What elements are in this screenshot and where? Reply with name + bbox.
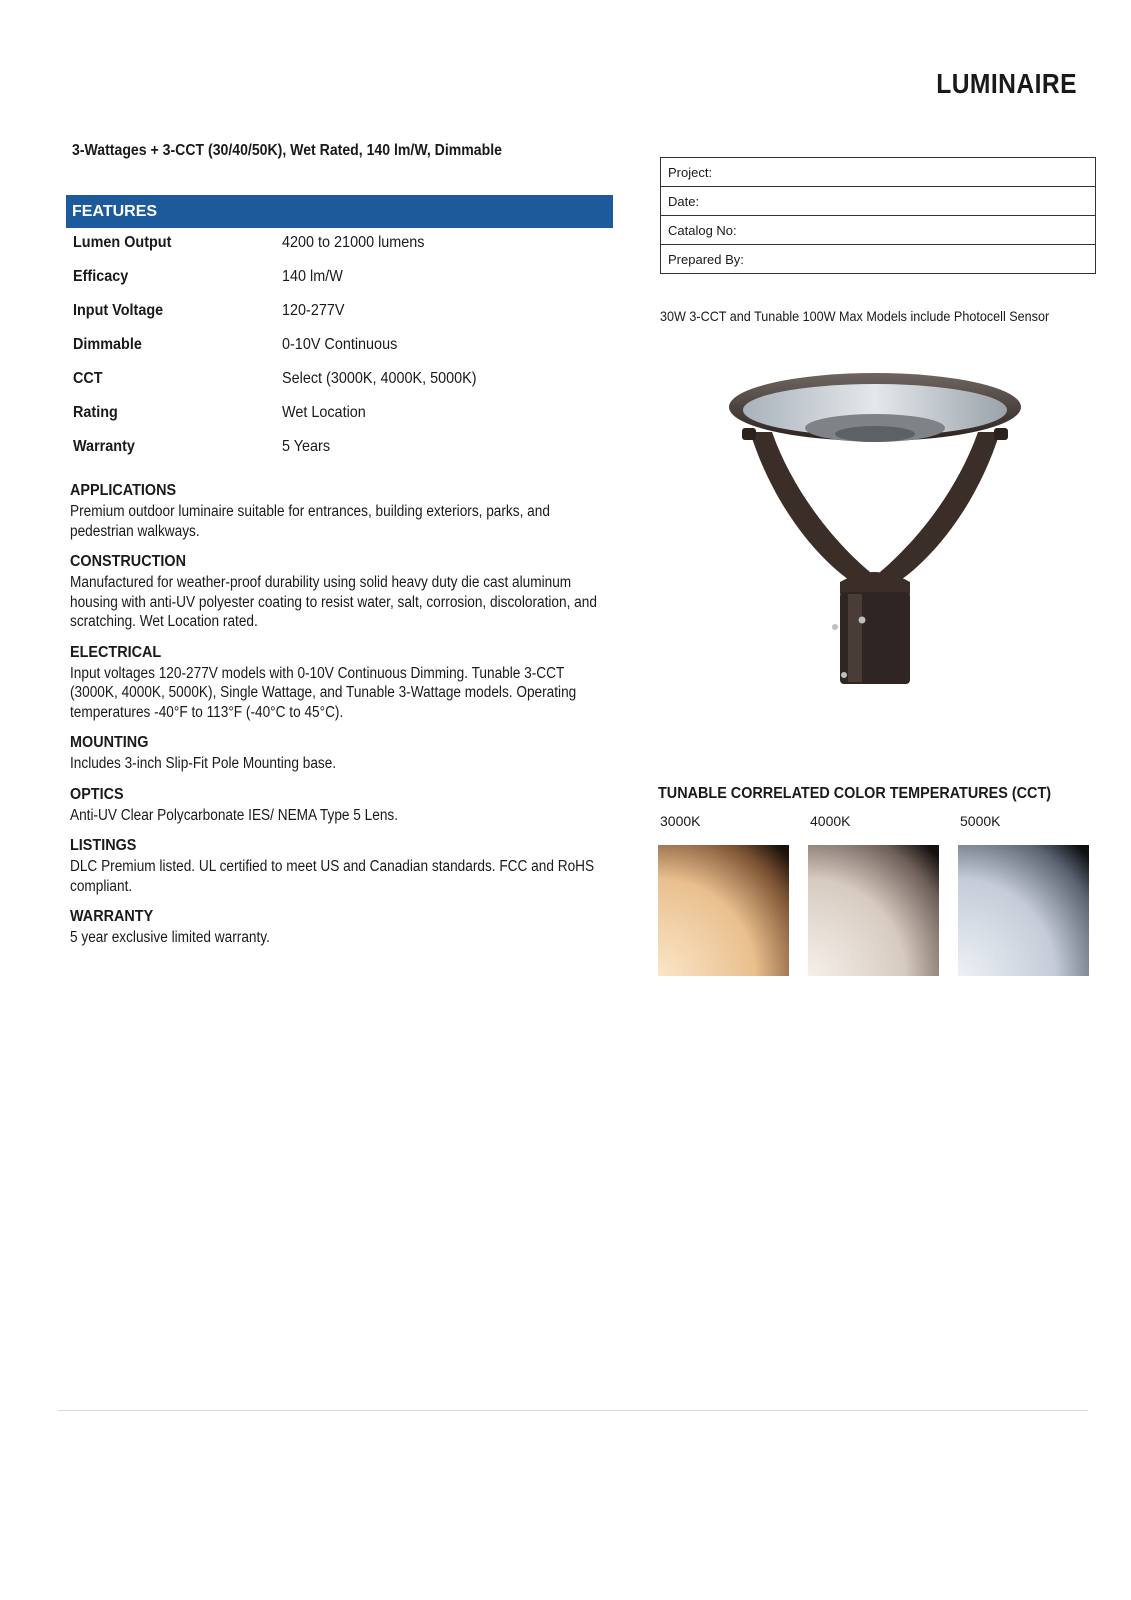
footer-divider [58,1410,1088,1411]
section-text: DLC Premium listed. UL certified to meet US and Canadian standards. FCC and RoHS compliant. [70,858,595,895]
section-text: 5 year exclusive limited warranty. [70,929,270,946]
section-heading: CONSTRUCTION [70,553,187,570]
feature-value: Select (3000K, 4000K, 5000K) [282,370,477,387]
feature-row-dimmable [66,330,613,364]
cct-label-4000k: 4000K [810,813,851,829]
section-optics [70,786,630,826]
section-mounting [70,734,630,774]
feature-row-efficacy [66,262,613,296]
photocell-note: 30W 3-CCT and Tunable 100W Max Models include Photocell Sensor [660,308,1050,324]
features-table [66,195,613,466]
section-text: Includes 3-inch Slip-Fit Pole Mounting base. [70,755,337,772]
feature-row-lumen-output [66,228,613,262]
cct-swatch-4000k [808,845,939,976]
project-info-box [660,157,1096,274]
feature-value: 120-277V [282,302,345,319]
cct-swatch-3000k [658,845,789,976]
feature-value: 0-10V Continuous [282,336,398,353]
feature-label: Lumen Output [73,234,172,251]
luminaire-product-image [720,362,1030,702]
section-heading: MOUNTING [70,734,149,751]
product-subtitle: 3-Wattages + 3-CCT (30/40/50K), Wet Rated, 140 lm/W, Dimmable [72,142,502,159]
features-heading: FEATURES [66,195,613,228]
feature-value: 4200 to 21000 lumens [282,234,425,251]
section-text: Input voltages 120-277V models with 0-10V Continuous Dimming. Tunable 3-CCT (3000K, 4000K, 5000K), Single Wattage, and Tunable 3-Wattage models. Operating temperatures -40°F to 113°F (-40°C to 45°C). [70,664,577,721]
feature-value: Wet Location [282,404,366,421]
cct-label-5000k: 5000K [960,813,1001,829]
feature-label: Dimmable [73,336,142,353]
feature-row-cct [66,364,613,398]
feature-row-input-voltage [66,296,613,330]
section-text: Premium outdoor luminaire suitable for entrances, building exteriors, parks, and pedestrian walkways. [70,503,550,540]
feature-label: Rating [73,404,118,421]
section-heading: LISTINGS [70,837,137,854]
section-listings [70,837,630,896]
catalog-no-field[interactable]: Catalog No: [661,216,1095,245]
project-field[interactable]: Project: [661,158,1095,187]
feature-label: Efficacy [73,268,129,285]
section-heading: APPLICATIONS [70,482,177,499]
prepared-by-field[interactable]: Prepared By: [668,252,744,267]
feature-row-rating [66,398,613,432]
cct-swatch-5000k [958,845,1089,976]
cct-label-3000k: 3000K [660,813,701,829]
feature-value: 5 Years [282,438,331,455]
section-electrical [70,644,630,723]
section-applications [70,482,630,541]
section-warranty [70,908,630,948]
feature-label: Warranty [73,438,135,455]
section-text: Manufactured for weather-proof durability using solid heavy duty die cast aluminum housing with anti-UV polyester coating to resist water, salt, corrosion, discoloration, and scratching. Wet Location rated. [70,574,597,630]
date-field[interactable]: Date: [661,187,1095,216]
spec-sections [70,482,630,960]
feature-row-warranty [66,432,613,466]
feature-label: CCT [73,370,103,387]
section-text: Anti-UV Clear Polycarbonate IES/ NEMA Type 5 Lens. [70,806,399,824]
cct-heading: TUNABLE CORRELATED COLOR TEMPERATURES (CCT) [658,785,1052,802]
section-heading: ELECTRICAL [70,643,162,661]
feature-value: 140 lm/W [282,268,343,285]
section-heading: WARRANTY [70,908,154,925]
section-construction [70,553,630,632]
feature-label: Input Voltage [73,302,164,319]
section-heading: OPTICS [70,785,124,803]
page-title: LUMINAIRE [936,68,1077,99]
